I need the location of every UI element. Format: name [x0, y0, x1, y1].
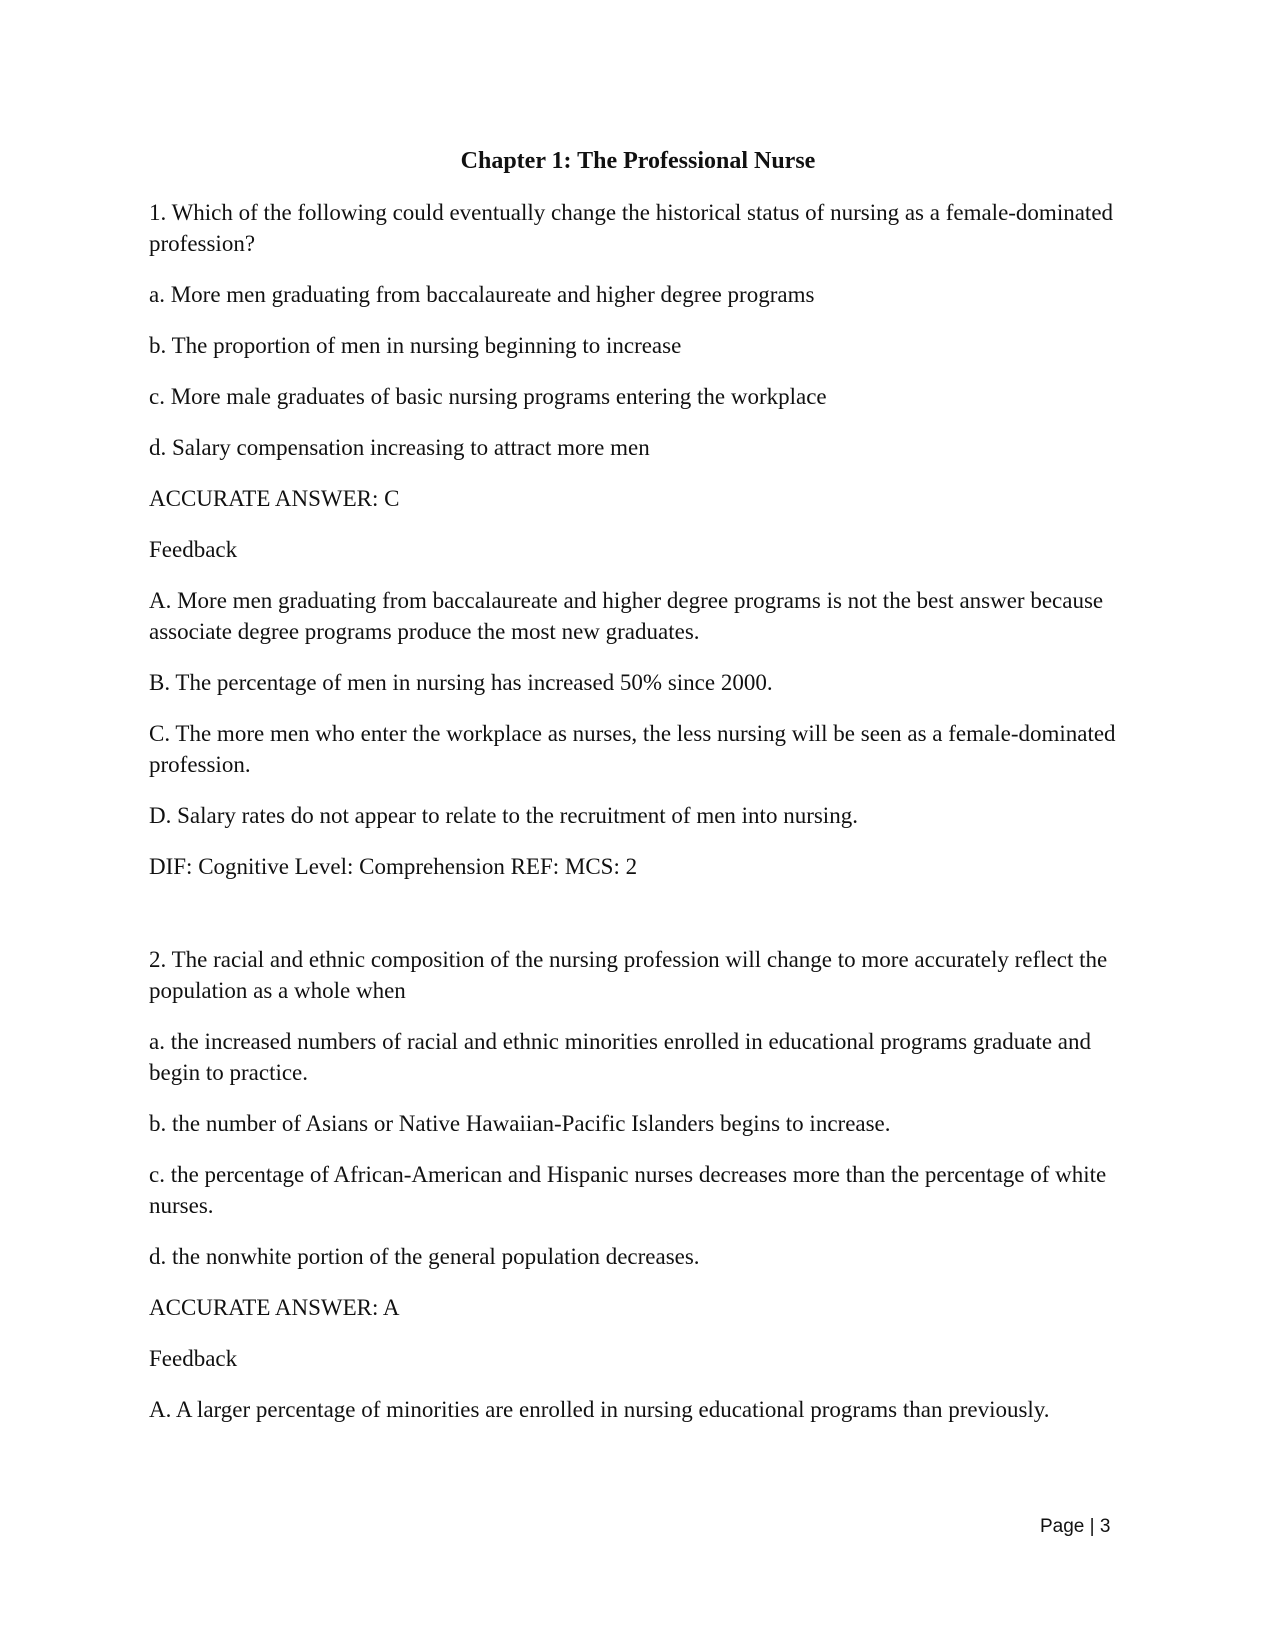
option-b: b. The proportion of men in nursing beginning to increase: [149, 333, 682, 358]
question-stem: 1. Which of the following could eventually change the historical status of nursing as a female-dominated profession?: [149, 200, 1114, 256]
feedback-d: D. Salary rates do not appear to relate to the recruitment of men into nursing.: [149, 803, 858, 828]
option-d: d. the nonwhite portion of the general population decreases.: [149, 1244, 700, 1269]
question-1: [149, 197, 1119, 882]
option-a: a. More men graduating from baccalaureate and higher degree programs: [149, 282, 815, 307]
question-2: [149, 944, 1119, 1425]
feedback-a: A. More men graduating from baccalaureate and higher degree programs is not the best answer because associate degree programs produce the most new graduates.: [149, 588, 1104, 644]
feedback-c: C. The more men who enter the workplace as nurses, the less nursing will be seen as a female-dominated profession.: [149, 721, 1116, 777]
feedback-label: Feedback: [149, 537, 238, 562]
question-stem: 2. The racial and ethnic composition of the nursing profession will change to more accurately reflect the population as a whole when: [149, 947, 1108, 1003]
chapter-title: Chapter 1: The Professional Nurse: [460, 148, 816, 174]
option-c: c. the percentage of African-American and Hispanic nurses decreases more than the percentage of white nurses.: [149, 1162, 1107, 1218]
feedback-label: Feedback: [149, 1346, 238, 1371]
option-d: d. Salary compensation increasing to attract more men: [149, 435, 650, 460]
option-a: a. the increased numbers of racial and ethnic minorities enrolled in educational programs graduate and begin to practice.: [149, 1029, 1092, 1085]
answer-line: ACCURATE ANSWER: A: [149, 1295, 400, 1320]
option-c: c. More male graduates of basic nursing programs entering the workplace: [149, 384, 827, 409]
answer-line: ACCURATE ANSWER: C: [149, 486, 400, 511]
question-spacer: [149, 902, 1119, 944]
document-body: [149, 146, 1119, 1445]
feedback-a: A. A larger percentage of minorities are enrolled in nursing educational programs than previously.: [149, 1397, 1050, 1422]
feedback-b: B. The percentage of men in nursing has increased 50% since 2000.: [149, 670, 773, 695]
question-meta: DIF: Cognitive Level: Comprehension REF: MCS: 2: [149, 854, 638, 879]
page-number: Page | 3: [1040, 1516, 1111, 1537]
option-b: b. the number of Asians or Native Hawaiian-Pacific Islanders begins to increase.: [149, 1111, 891, 1136]
